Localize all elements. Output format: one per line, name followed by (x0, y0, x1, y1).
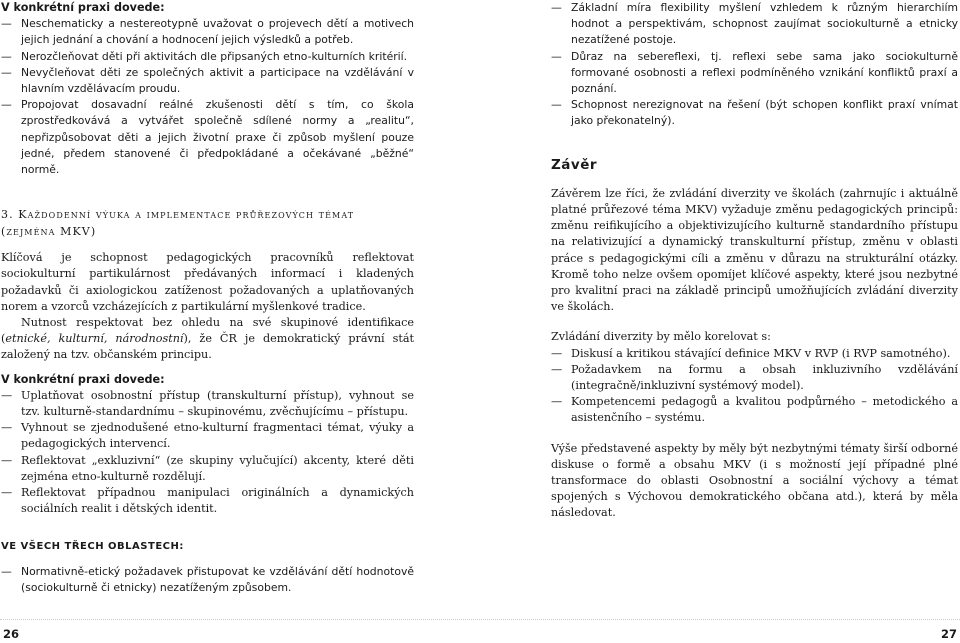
right-list-2 (551, 346, 958, 427)
list-item: — Reflektovat „exkluzivní“ (ze skupiny vylučující) akcenty, které děti zejména etno-kulturně rozdělují. (1, 453, 414, 485)
heading-all-three-areas: VE VŠECH TŘECH OBLASTECH: (1, 541, 184, 553)
list-item: — Uplatňovat osobnostní přístup (transkulturní přístup), vyhnout se tzv. kulturně-standardnímu – skupinovému, zvěcňujícímu – přístupu. (1, 388, 414, 420)
right-column (551, 0, 958, 522)
paragraph-key-ability: Klíčová je schopnost pedagogických pracovníků reflektovat sociokulturní partikulárnost předávaných informací i kladených požadavků či axiologickou zatíženost požadovaných a uplatňovaných norem a vzorců vzcházejících z partikulární myšlenkové tradice. (1, 251, 414, 313)
list-item: — Propojovat dosavadní reálné zkušenosti dětí s tím, co škola zprostředkovává a vytvářet společně sdílené normy a „realitu“, nepřizpůsobovat děti a jejich životní praxe či způsob myšlení pouze jedné, předem stanovené či předpokládané a očekávané „běžné“ normě. (1, 97, 414, 178)
list-item: — Požadavkem na formu a obsah inkluzivního vzdělávání (integračně/inkluzivní systémový model). (551, 362, 958, 394)
list-item: — Základní míra flexibility myšlení vzhledem k různým hierarchiím hodnot a perspektivám, schopnost zaujímat sociokulturně a etnicky nezatížené postoje. (551, 0, 958, 49)
right-list-1 (551, 0, 958, 130)
list-item: — Normativně-etický požadavek přistupovat ke vzdělávání dětí hodnotově (sociokulturně či etnicky) nezatíženým způsobem. (1, 564, 414, 596)
list-item: — Diskusí a kritikou stávající definice MKV v RVP (i RVP samotného). (551, 346, 958, 362)
section-3-title: 3. Každodenní výuka a implementace průřezových témat (1, 208, 355, 222)
heading-practice-2: V konkrétní praxi dovede: (1, 372, 165, 386)
list-item: — Vyhnout se zjednodušené etno-kulturní fragmentaci témat, výuky a pedagogických intervencí. (1, 420, 414, 452)
paragraph-respect-part-a: Nutnost respektovat bez ohledu na své skupinové identifikace ( (1, 316, 414, 346)
list-item: — Kompetencemi pedagogů a kvalitou podpůrného – metodického a asistenčního – systému. (551, 394, 958, 426)
list-item: — Neschematicky a nestereotypně uvažovat o projevech dětí a motivech jejich jednání a chování a hodnocení jejich výsledků a potřeb. (1, 16, 414, 48)
paragraph-respect-part-b: ), že ČR je demokratický právní stát založený na tzv. občanském principu. (1, 332, 414, 362)
left-list-3 (1, 564, 414, 596)
paragraph-respect-italic: etnické, kulturní, národnostní (5, 332, 184, 346)
paragraph-respect (1, 315, 414, 364)
list-item: — Nevyčleňovat děti ze společných aktivit a participace na vzdělávání v hlavním vzdělávacím proudu. (1, 65, 414, 97)
paragraph-conclusion: Závěrem lze říci, že zvládání diverzity ve školách (zahrnujíc i aktuálně platné průřezové téma MKV) vyžaduje změnu pedagogických principů: změnu reifikujícího a objektivizujícího kulturně standardního přístupu na relativizující a dynamický transkulturní přístup, změnu v oblasti práce s pedagogickými cíli a změnu v důrazu na strukturální otázky. Kromě toho nelze ovšem opomíjet klíčové aspekty, které jsou nezbytné pro kvalitní praci na základě principů umožňujících zvládání diverzity ve školách. (551, 186, 958, 314)
section-3-subtitle: (zejména MKV) (1, 225, 97, 239)
list-item: — Reflektovat případnou manipulaci originálních a dynamických sociálních realit i dětských identit. (1, 485, 414, 517)
page-number-right: 27 (940, 627, 957, 641)
paragraph-correlate: Zvládání diverzity by mělo korelovat s: (551, 330, 771, 344)
left-list-2 (1, 388, 414, 518)
conclusion-title: Závěr (551, 156, 598, 173)
list-item: — Důraz na sebereflexi, tj. reflexi sebe sama jako sociokulturně formované osobnosti a reflexi podmíněného vznikání konfliktů praxí a poznání. (551, 49, 958, 98)
list-item: — Nerozčleňovat děti při aktivitách dle připsaných etno-kulturních kritérií. (1, 49, 414, 65)
left-column (1, 0, 414, 596)
left-list-1 (1, 16, 414, 178)
footer-divider (0, 619, 960, 620)
heading-practice-1: V konkrétní praxi dovede: (1, 1, 165, 14)
list-item: — Schopnost nerezignovat na řešení (být schopen konflikt praxí vnímat jako překonatelný). (551, 97, 958, 129)
paragraph-final: Výše představené aspekty by měly být nezbytnými tématy širší odborné diskuse o formě a obsahu MKV (i s možností její případné plné transformace do oblasti Osobnostní a sociální výchovy a témat spojených s Výchovou demokratického občana atd.), která by měla následovat. (551, 441, 958, 520)
page-number-left: 26 (3, 627, 20, 641)
